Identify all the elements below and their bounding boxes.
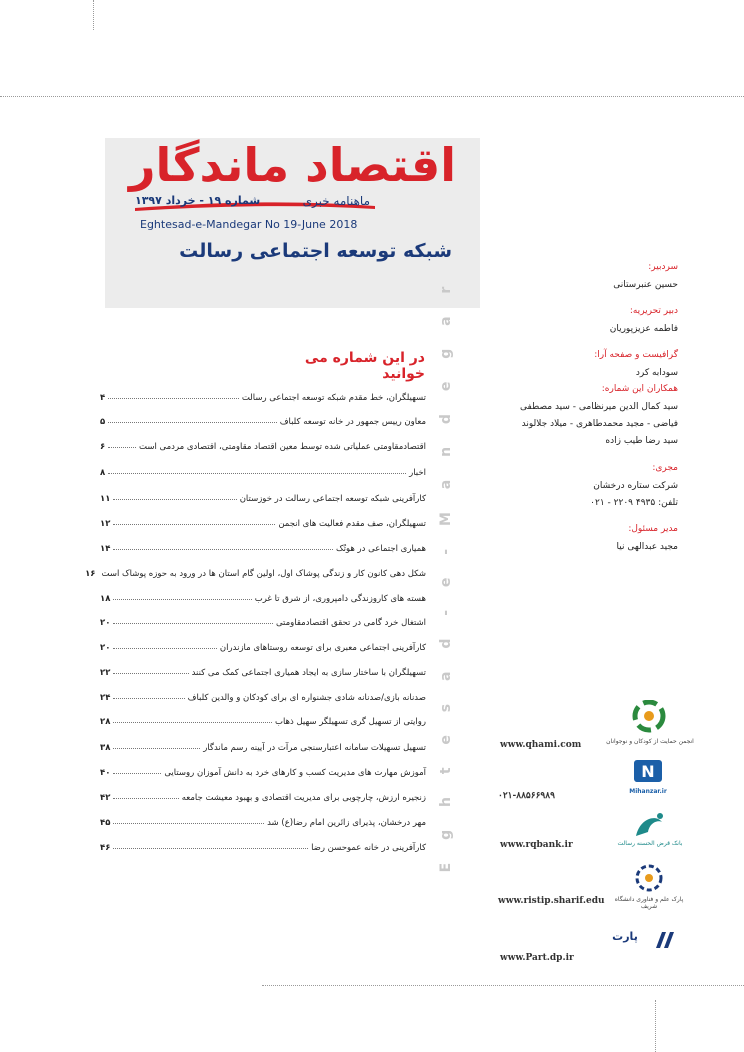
sponsor-website[interactable]: www.qhami.com [500,740,582,750]
toc-item[interactable] [100,790,426,806]
lower-divider [262,985,744,986]
toc-item-title: تسهیلگران، خط مقدم شبکه توسعه اجتماعی رسالت [241,393,426,403]
toc-leader [113,748,200,749]
toc-item-page: ۱۸ [100,594,111,604]
toc-item-title: هسته های کاروزندگی دامپروری، از شرق تا غرب [254,594,426,604]
vertical-magazine-name [426,277,466,873]
toc-item-page: ۴۵ [100,818,111,828]
toc-item[interactable] [100,690,426,706]
qhami-logo-icon [628,700,670,736]
toc-item-title: معاون رییس جمهور در خانه توسعه کلباف [279,417,426,427]
toc-item-page: ۴۲ [100,793,111,803]
staff-role-chief-editor: دبیر تحریریه: [629,306,678,317]
sponsor-website[interactable]: www.Part.dp.ir [500,953,574,963]
staff-name: مجید عبدالهی نیا [616,541,678,552]
toc-item-title: روایتی از تسهیل گری تسهیلگر سهیل ذهاب [274,717,426,727]
toc-item-page: ۸ [100,468,106,478]
toc-item[interactable] [100,591,426,607]
toc-leader [113,773,161,774]
toc-leader [113,648,217,649]
toc-item-title: اشتغال خرد گامی در تحقق اقتصادمقاومتی [275,618,426,628]
staff-role-contributors: همکاران این شماره: [601,384,678,395]
toc-item-page: ۲۰ [100,618,111,628]
staff-role-director: مدیر مسئول: [628,523,678,534]
toc-item[interactable] [100,516,426,532]
issue-number-en: Eghtesad-e-Mandegar No 19-June 2018 [140,218,358,231]
toc-item-title: اقتصادمقاومتی عملیاتی شده توسط معین اقتصاد مقاومتی، اقتصادی مردمی است [139,442,426,452]
bottom-guide-line [655,1000,656,1052]
toc-item-title: اخبار [409,468,426,478]
top-guide-line [93,0,94,30]
sponsor-phone[interactable]: ۰۲۱-۸۸۵۶۶۹۸۹ [498,791,555,801]
staff-name: حسین عنبرستانی [613,280,678,290]
toc-item-page: ۶ [100,442,106,452]
toc-leader [113,823,264,824]
toc-item[interactable] [100,439,426,455]
toc-leader [113,549,333,550]
toc-item-page: ۱۴ [100,544,111,554]
toc-item-title: تسهیلگران با ساختار سازی به ایجاد همیاری اجتماعی کمک می کنند [191,668,426,678]
toc-leader [108,422,277,423]
svg-text:N: N [641,762,655,781]
issue-number-fa: شماره ۱۹ - خرداد ۱۳۹۷ [135,194,261,207]
toc-item-title: آموزش مهارت های مدیریت کسب و کارهای خرد به دانش آموزان روستایی [164,768,426,778]
toc-item-title: مهر درخشان، پذیرای زائرین امام رضا(ع) شد [267,818,426,828]
magazine-logo-title: اقتصاد ماندگار [129,138,456,192]
toc-item[interactable] [100,840,426,856]
toc-item-page: ۱۱ [100,494,111,504]
toc-item-title: کارآفرینی اجتماعی معبری برای توسعه روستاهای مازندران [219,643,426,653]
toc-item-page: ۵ [100,417,106,427]
toc-item-page: ۱۲ [100,519,111,529]
toc-item-title: کارآفرینی شبکه توسعه اجتماعی رسالت در خوزستان [239,494,426,504]
ristip-logo-icon [632,862,666,894]
staff-credits [488,262,678,556]
contents-heading: در این شماره می خوانید [304,350,425,382]
toc-leader [108,473,406,474]
staff-name: سید رضا طیب زاده [605,436,678,447]
toc-item[interactable] [100,665,426,681]
toc-item-title: زنجیره ارزش، چارچوبی برای مدیریت اقتصادی و بهبود معیشت جامعه [181,793,426,803]
staff-name: سودابه کرد [635,368,678,379]
vertical-magazine-name-text: E g h t e s a d - e - M a n d e g a r [438,277,454,873]
toc-leader [113,698,184,699]
sponsor-brand-name: پارت [612,930,638,943]
staff-phone: تلفن: ۴۹۳۵ ۲۲۰۹ - ۰۲۱ [590,497,678,508]
toc-item-page: ۲۴ [100,693,111,703]
staff-name: فاطمه عزیزپوریان [609,324,678,335]
toc-leader [113,499,236,500]
staff-name: سید کمال الدین میرنظامی - سید مصطفی [520,402,678,413]
rqbank-logo-icon [630,810,668,840]
toc-item-page: ۲۲ [100,668,111,678]
magazine-subtitle: ماهنامه خبری [302,194,370,208]
upper-divider [0,96,744,97]
toc-item-page: ۴۰ [100,768,111,778]
toc-item[interactable] [100,491,426,507]
toc-leader [113,722,272,723]
toc-item-page: ۱۶ [85,569,96,579]
toc-item[interactable] [100,714,426,730]
toc-item[interactable] [85,566,426,582]
toc-item-title: تسهیل تسهیلات سامانه اعتبارسنجی مرآت در آیینه رسم ماندگار [203,743,426,753]
toc-leader [113,798,178,799]
sponsor-caption: بانک قرض الحسنه رسالت [617,840,683,847]
network-title: شبکه توسعه اجتماعی رسالت [179,240,452,262]
toc-item-page: ۴ [100,393,106,403]
sponsor-caption: Mihanzar.ir [629,788,667,795]
toc-item-title: کارآفرینی در خانه عموحسن رضا [311,843,426,853]
sponsor-website[interactable]: www.ristip.sharif.edu [498,896,605,906]
toc-leader [113,848,308,849]
sponsor-caption: پارک علم و فناوری دانشگاه شریف [614,896,684,910]
staff-role-editor: سردبیر: [648,262,678,272]
toc-item[interactable] [100,765,426,781]
mihanzar-logo-icon [630,758,666,788]
toc-item-page: ۳۸ [100,743,111,753]
toc-item-page: ۲۰ [100,643,111,653]
toc-item-page: ۴۶ [100,843,111,853]
toc-item[interactable] [100,740,426,756]
toc-item-title: صدنانه بازی/صدنانه شادی جشنواره ای برای کودکان و والدین کلباف [187,693,426,703]
staff-name: شرکت ستاره درخشان [593,480,678,491]
toc-item[interactable] [100,541,426,557]
toc-item[interactable] [100,465,426,481]
toc-leader [108,447,136,448]
staff-name: فیاضی - مجید محمدطاهری - میلاد جلالوند [521,419,678,430]
toc-leader [108,398,239,399]
toc-item-title: همیاری اجتماعی در هوتُک [336,544,426,554]
toc-leader [113,599,251,600]
toc-item-title: شکل دهی کانون کار و زندگی پوشاک اول، اولین گام استان ها در ورود به حوزه پوشاک است [101,569,426,579]
toc-item[interactable] [100,815,426,831]
staff-role-designer: گرافیست و صفحه آرا: [594,350,678,361]
staff-role-executor: مجری: [652,462,678,473]
toc-item-title: تسهیلگران، صف مقدم فعالیت های انجمن [278,519,426,529]
toc-item[interactable] [100,414,426,430]
toc-leader [113,524,275,525]
part-logo-icon [652,928,676,952]
toc-item-page: ۲۸ [100,717,111,727]
toc-item[interactable] [100,390,426,406]
toc-item[interactable] [100,640,426,656]
toc-item[interactable] [100,615,426,631]
toc-leader [113,623,273,624]
masthead [105,138,480,308]
sponsor-website[interactable]: www.rqbank.ir [500,840,573,850]
sponsor-caption: انجمن حمایت از کودکان و نوجوانان [606,738,694,745]
toc-leader [113,673,188,674]
